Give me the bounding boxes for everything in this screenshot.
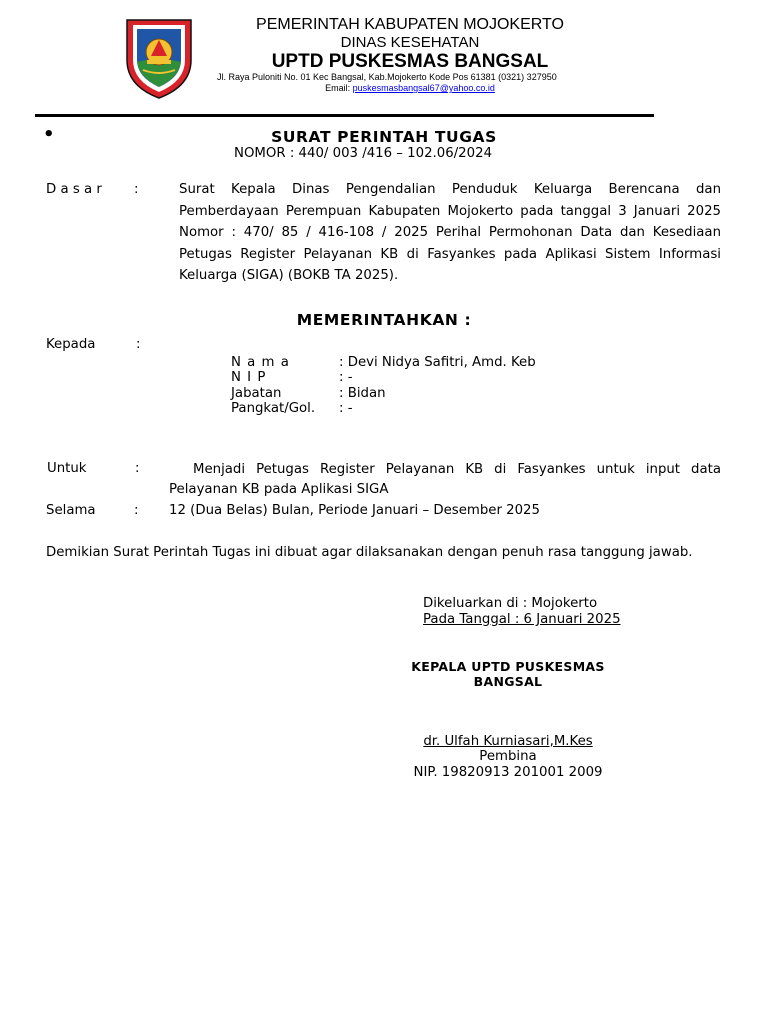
person-position-value: : Bidan [339, 386, 386, 401]
header-department-line: DINAS KESEHATAN [340, 34, 480, 51]
dasar-text: Surat Kepala Dinas Pengendalian Penduduk Keluarga Berencana dan Pemberdayaan Perempuan Kabupaten Mojokerto pada tanggal 3 Januari 2025 Nomor : 470/ 85 / 416-108 / 2025 Perihal Permohonan Data dan Kesediaan Petugas Register Pelayanan KB di Fasyankes pada Aplikasi Sistem Informasi Keluarga (SIGA) (BOKB TA 2025). [179, 182, 721, 284]
untuk-text-line1: Menjadi Petugas Register Pelayanan KB di Fasyankes untuk input data [193, 462, 721, 477]
dasar-label: D a s a r [46, 182, 102, 197]
person-name-value: : Devi Nidya Safitri, Amd. Keb [339, 355, 536, 370]
document-title: SURAT PERINTAH TUGAS [271, 128, 497, 146]
kepada-colon: : [136, 337, 141, 352]
signatory-title-line1: KEPALA UPTD PUSKESMAS [411, 659, 605, 674]
bullet-mark: • [43, 124, 55, 145]
mojokerto-regency-emblem [121, 16, 197, 100]
person-name-label: N a m a [231, 355, 290, 370]
header-email-line [200, 83, 620, 93]
signatory-rank: Pembina [479, 749, 537, 764]
signatory-title-line2: BANGSAL [473, 674, 543, 689]
signatory-nip: NIP. 19820913 201001 2009 [413, 765, 603, 780]
letterhead-divider [35, 114, 654, 117]
selama-value: 12 (Dua Belas) Bulan, Periode Januari – Desember 2025 [169, 503, 540, 518]
person-rank-value: : - [339, 401, 353, 416]
person-rank-label: Pangkat/Gol. [231, 401, 316, 416]
dasar-colon: : [134, 182, 139, 197]
header-government-line: PEMERINTAH KABUPATEN MOJOKERTO [256, 16, 564, 33]
email-label: Email: [325, 83, 351, 93]
issued-date: Pada Tanggal : 6 Januari 2025 [423, 612, 621, 627]
selama-colon: : [134, 503, 139, 518]
header-institution-name: UPTD PUSKESMAS BANGSAL [271, 51, 549, 72]
closing-sentence: Demikian Surat Perintah Tugas ini dibuat agar dilaksanakan dengan penuh rasa tanggung jawab. [46, 545, 693, 560]
person-nip-value: : - [339, 370, 353, 385]
issued-place: Dikeluarkan di : Mojokerto [423, 596, 598, 611]
header-address: Jl. Raya Puloniti No. 01 Kec Bangsal, Kab.Mojokerto Kode Pos 61381 (0321) 327950 [217, 72, 557, 82]
untuk-text-line2: Pelayanan KB pada Aplikasi SIGA [169, 482, 389, 497]
person-nip-label: N I P [231, 370, 267, 385]
kepada-label: Kepada [46, 337, 96, 352]
document-number: NOMOR : 440/ 003 /416 – 102.06/2024 [234, 146, 493, 161]
person-position-label: Jabatan [231, 386, 282, 401]
order-heading: MEMERINTAHKAN : [296, 311, 472, 329]
untuk-label: Untuk [47, 461, 87, 476]
signatory-name: dr. Ulfah Kurniasari,M.Kes [423, 734, 593, 749]
email-link[interactable]: puskesmasbangsal67@yahoo.co.id [352, 83, 495, 93]
untuk-colon: : [135, 461, 140, 476]
selama-label: Selama [46, 503, 96, 518]
